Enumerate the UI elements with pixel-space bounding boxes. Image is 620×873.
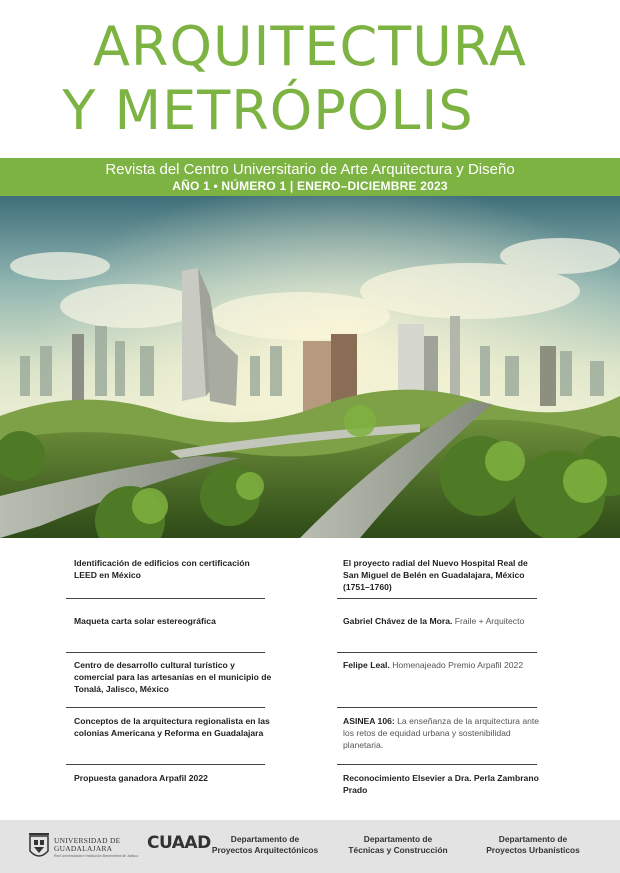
- toc-title: Centro de desarrollo cultural turístico y comercial para las artesanías en el municipio de Tonalá, Jalisco, México: [74, 660, 272, 694]
- toc-title: Maqueta carta solar estereográfica: [74, 616, 216, 626]
- udg-tagline: Red Universitaria e Institución Benemérita de Jalisco: [54, 854, 139, 858]
- toc-title: ASINEA 106:: [343, 716, 395, 726]
- department-label: Departamento de: [498, 834, 568, 844]
- department-3: [473, 834, 593, 856]
- department-2: [338, 834, 458, 856]
- toc-item-right-2: [343, 616, 543, 628]
- table-of-contents: [0, 538, 620, 820]
- toc-item-left-1: [74, 558, 274, 582]
- toc-item-left-4: [74, 716, 274, 740]
- toc-title: Identificación de edificios con certificación LEED en México: [74, 558, 250, 580]
- divider: [337, 598, 537, 599]
- department-label: Departamento de: [230, 834, 300, 844]
- divider: [66, 598, 265, 599]
- toc-item-right-4: [343, 716, 543, 751]
- toc-title: El proyecto radial del Nuevo Hospital Real de San Miguel de Belén en Guadalajara, México (1751–1760): [343, 558, 528, 592]
- toc-item-right-3: [343, 660, 543, 672]
- toc-item-left-5: [74, 773, 274, 785]
- divider: [337, 652, 537, 653]
- toc-item-right-5: [343, 773, 543, 797]
- toc-title: Felipe Leal.: [343, 660, 390, 670]
- divider: [66, 707, 265, 708]
- udg-seal-icon: [28, 833, 50, 863]
- toc-title: Gabriel Chávez de la Mora.: [343, 616, 453, 626]
- department-1: [205, 834, 325, 856]
- divider: [337, 707, 537, 708]
- toc-item-left-3: [74, 660, 274, 695]
- udg-logo: [28, 833, 139, 863]
- magazine-title-line-2: Y METRÓPOLIS: [62, 79, 474, 142]
- toc-subtitle: Fraile + Arquitecto: [454, 616, 525, 626]
- toc-subtitle: La enseñanza de la arquitectura ante los retos de equidad urbana y sostenibilidad planetaria.: [343, 716, 540, 750]
- toc-title: Propuesta ganadora Arpafil 2022: [74, 773, 208, 783]
- magazine-title-line-1: ARQUITECTURA: [92, 15, 527, 78]
- toc-title: Reconocimiento Elsevier a Dra. Perla Zambrano Prado: [343, 773, 539, 795]
- udg-name-line-2: GUADALAJARA: [54, 844, 113, 853]
- cover-image: [0, 196, 620, 538]
- toc-item-right-1: [343, 558, 543, 593]
- subtitle-band: [0, 158, 620, 196]
- footer: [0, 820, 620, 873]
- magazine-subtitle: Revista del Centro Universitario de Arte Arquitectura y Diseño: [105, 161, 515, 178]
- divider: [337, 764, 537, 765]
- masthead: [0, 0, 620, 158]
- divider: [66, 652, 265, 653]
- toc-subtitle: Homenajeado Premio Arpafil 2022: [392, 660, 524, 670]
- department-name: Proyectos Arquitectónicos: [211, 845, 319, 855]
- department-label: Departamento de: [363, 834, 433, 844]
- toc-item-left-2: [74, 616, 274, 628]
- department-name: Técnicas y Construcción: [348, 845, 448, 855]
- toc-title: Conceptos de la arquitectura regionalista en las colonias Americana y Reforma en Guadalajara: [74, 716, 270, 738]
- udg-name-line-1: UNIVERSIDAD DE: [54, 836, 121, 845]
- department-name: Proyectos Urbanísticos: [486, 845, 580, 855]
- divider: [66, 764, 265, 765]
- cuaad-logo: CUAAD: [147, 833, 211, 853]
- issue-info: AÑO 1 • NÚMERO 1 | ENERO–DICIEMBRE 2023: [172, 179, 448, 193]
